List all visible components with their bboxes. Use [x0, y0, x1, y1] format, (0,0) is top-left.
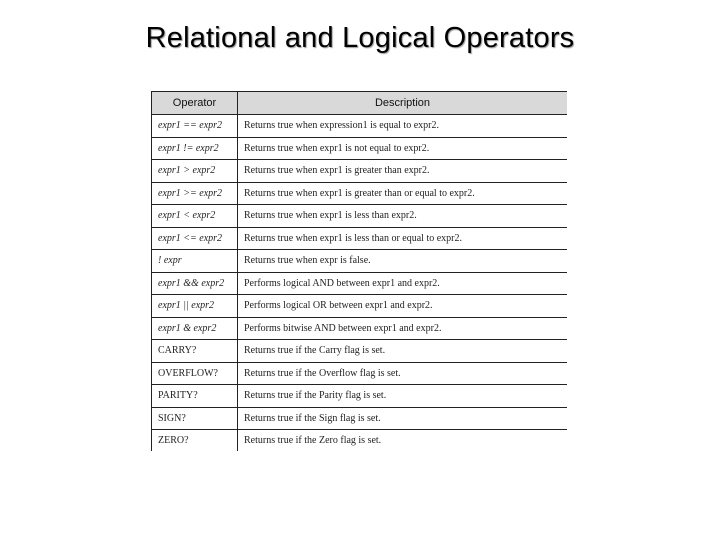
- table-row: [152, 272, 568, 295]
- table-row: [152, 407, 568, 430]
- operator-cell: SIGN?: [152, 407, 238, 430]
- table-header-row: [152, 92, 568, 115]
- operator-cell: OVERFLOW?: [152, 362, 238, 385]
- operator-cell: CARRY?: [152, 340, 238, 363]
- description-cell: Returns true when expression1 is equal to expr2.: [238, 115, 568, 138]
- operator-cell: expr1 > expr2: [152, 160, 238, 183]
- operator-cell: expr1 >= expr2: [152, 182, 238, 205]
- description-cell: Returns true when expr1 is not equal to expr2.: [238, 137, 568, 160]
- operator-cell: ! expr: [152, 250, 238, 273]
- table-row: [152, 430, 568, 452]
- table-row: [152, 160, 568, 183]
- slide-title: Relational and Logical Operators: [145, 22, 575, 54]
- description-cell: Returns true if the Parity flag is set.: [238, 385, 568, 408]
- table-row: [152, 115, 568, 138]
- header-description: Description: [238, 92, 568, 115]
- table-row: [152, 295, 568, 318]
- table-row: [152, 205, 568, 228]
- table-row: [152, 137, 568, 160]
- operator-cell: expr1 & expr2: [152, 317, 238, 340]
- operator-cell: expr1 && expr2: [152, 272, 238, 295]
- table-row: [152, 385, 568, 408]
- table-row: [152, 250, 568, 273]
- operators-table: [151, 91, 567, 451]
- operator-cell: expr1 != expr2: [152, 137, 238, 160]
- operators-table-container: [151, 91, 567, 451]
- description-cell: Returns true if the Zero flag is set.: [238, 430, 568, 452]
- operator-cell: expr1 || expr2: [152, 295, 238, 318]
- description-cell: Performs logical AND between expr1 and expr2.: [238, 272, 568, 295]
- description-cell: Returns true when expr1 is greater than expr2.: [238, 160, 568, 183]
- description-cell: Returns true if the Carry flag is set.: [238, 340, 568, 363]
- table-row: [152, 340, 568, 363]
- header-operator: Operator: [152, 92, 238, 115]
- operator-cell: ZERO?: [152, 430, 238, 452]
- description-cell: Returns true when expr is false.: [238, 250, 568, 273]
- operator-cell: expr1 <= expr2: [152, 227, 238, 250]
- description-cell: Returns true when expr1 is less than expr2.: [238, 205, 568, 228]
- description-cell: Returns true if the Sign flag is set.: [238, 407, 568, 430]
- table-row: [152, 362, 568, 385]
- table-row: [152, 317, 568, 340]
- operator-cell: expr1 == expr2: [152, 115, 238, 138]
- table-row: [152, 182, 568, 205]
- description-cell: Returns true if the Overflow flag is set.: [238, 362, 568, 385]
- operator-cell: expr1 < expr2: [152, 205, 238, 228]
- table-row: [152, 227, 568, 250]
- description-cell: Performs logical OR between expr1 and expr2.: [238, 295, 568, 318]
- description-cell: Returns true when expr1 is greater than or equal to expr2.: [238, 182, 568, 205]
- description-cell: Returns true when expr1 is less than or equal to expr2.: [238, 227, 568, 250]
- description-cell: Performs bitwise AND between expr1 and expr2.: [238, 317, 568, 340]
- operator-cell: PARITY?: [152, 385, 238, 408]
